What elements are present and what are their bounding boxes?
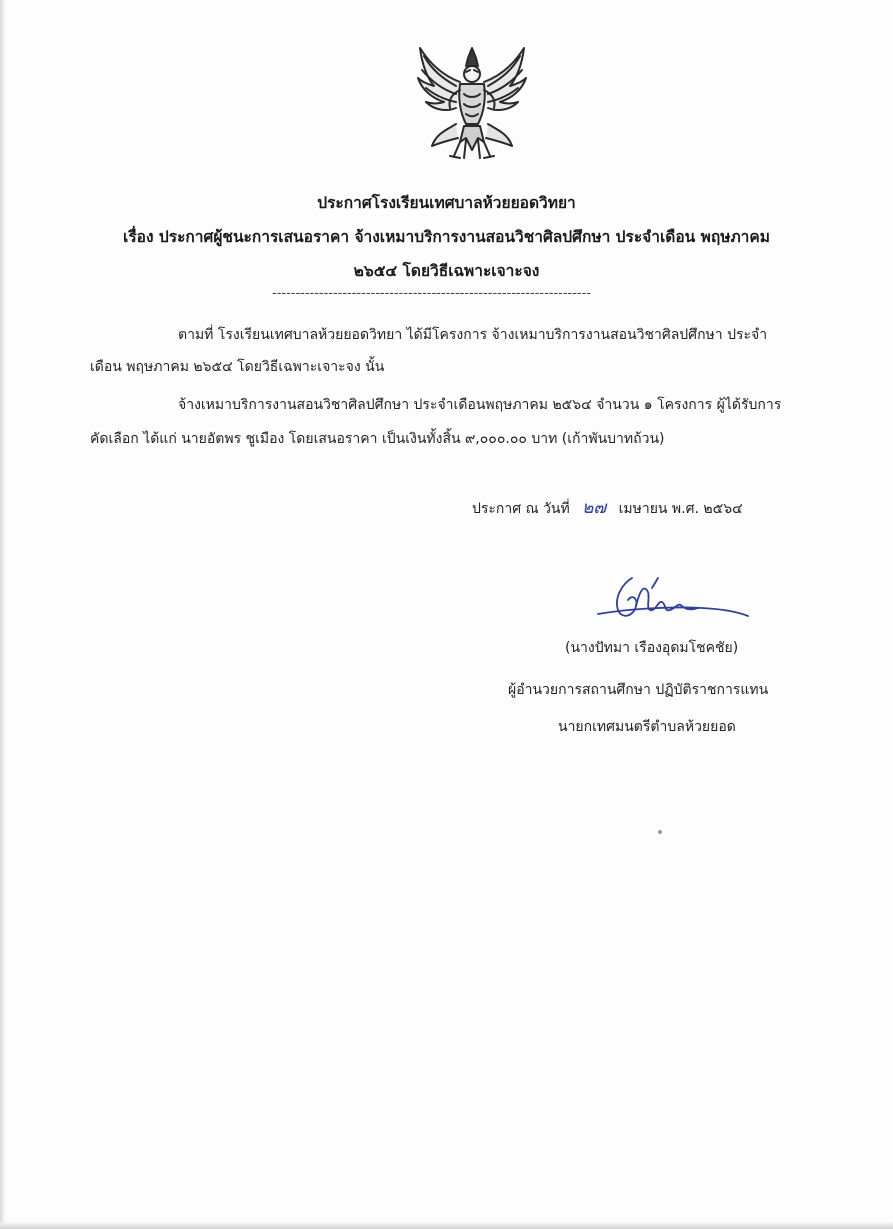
signatory-position-on-behalf: นายกเทศมนตรีตำบลห้วยยอด (558, 719, 736, 735)
paragraph-1-line-2: เดือน พฤษภาคม ๒๖๕๔ โดยวิธีเฉพาะเจาะจง นั้น (90, 359, 385, 375)
signature-icon (592, 570, 752, 634)
scan-speck (658, 830, 662, 834)
scan-edge-bottom (0, 1221, 893, 1229)
announcement-date (472, 494, 743, 521)
announcement-subject-continued: ๒๖๕๔ โดยวิธีเฉพาะเจาะจง (353, 262, 540, 280)
announcement-subject: เรื่อง ประกาศผู้ชนะการเสนอราคา จ้างเหมาบริการงานสอนวิชาศิลปศึกษา ประจำเดือน พฤษภาคม (123, 228, 770, 246)
dashed-divider: -------------------------------------------------------------------- (272, 286, 591, 301)
date-prefix: ประกาศ ณ วันที่ (472, 501, 570, 517)
date-suffix: เมษายน พ.ศ. ๒๕๖๔ (618, 501, 743, 517)
announcement-title: ประกาศโรงเรียนเทศบาลห้วยยอดวิทยา (317, 194, 576, 212)
signatory-name: (นางปัทมา เรืองอุดมโชคชัย) (565, 640, 739, 656)
signatory-position: ผู้อำนวยการสถานศึกษา ปฏิบัติราชการแทน (508, 682, 769, 698)
scan-edge-left (0, 0, 6, 1229)
garuda-emblem-icon (410, 42, 534, 164)
paragraph-2-line-1: จ้างเหมาบริการงานสอนวิชาศิลปศึกษา ประจำเดือนพฤษภาคม ๒๕๖๔ จำนวน ๑ โครงการ ผู้ได้รับการ (178, 397, 782, 413)
paragraph-1-line-1: ตามที่ โรงเรียนเทศบาลห้วยยอดวิทยา ได้มีโครงการ จ้างเหมาบริการงานสอนวิชาศิลปศึกษา ประจำ (178, 327, 768, 343)
paragraph-2-line-2: คัดเลือก ได้แก่ นายอัตพร ชูเมือง โดยเสนอราคา เป็นเงินทั้งสิ้น ๙,๐๐๐.๐๐ บาท (เก้าพันบาทถ้วน) (90, 431, 665, 447)
date-day-handwritten: ๒๗ (582, 498, 607, 518)
